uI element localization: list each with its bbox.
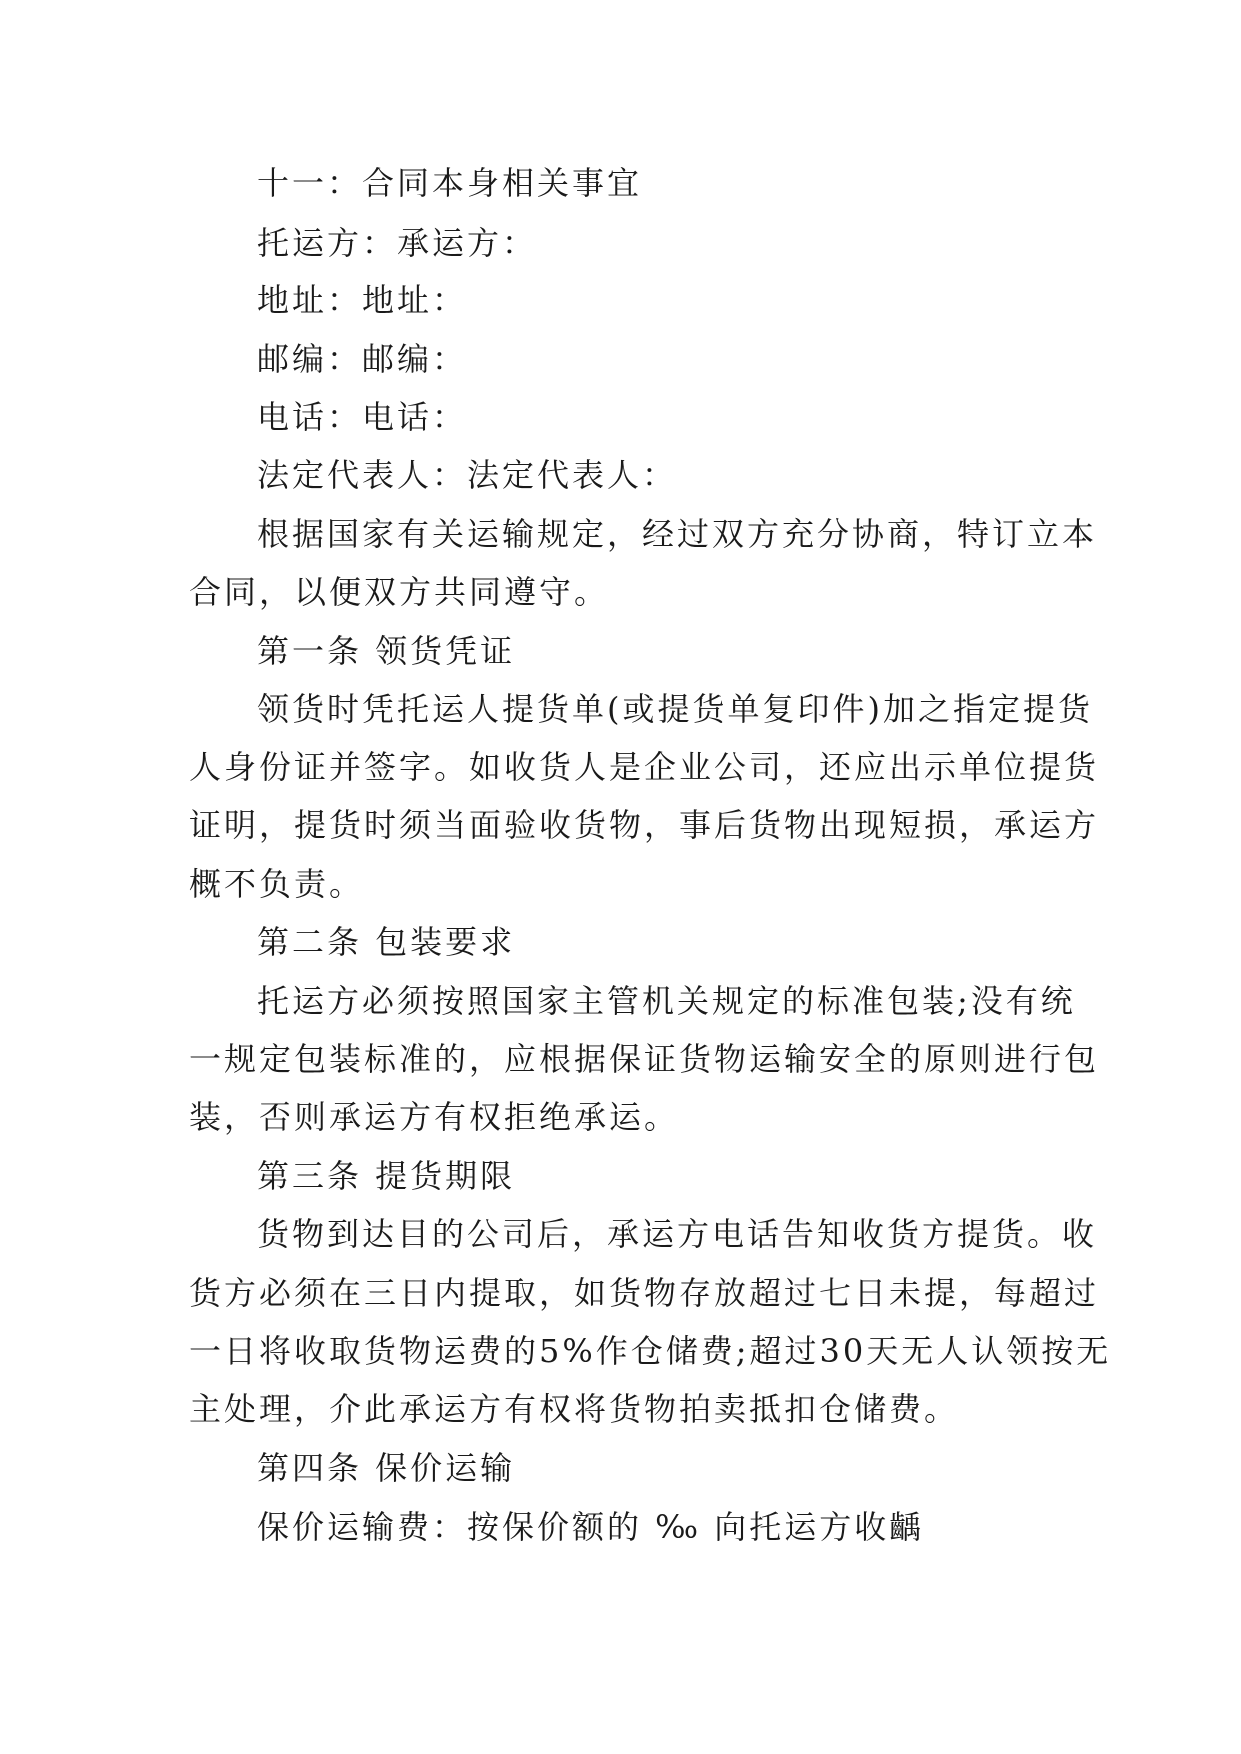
section-heading-contract-matters: 十一：合同本身相关事宜 bbox=[257, 164, 643, 202]
article-4-heading: 第四条 保价运输 bbox=[257, 1449, 516, 1487]
article-3-paragraph-line-2: 货方必须在三日内提取，如货物存放超过七日未提，每超过 bbox=[189, 1274, 1100, 1312]
article-1-paragraph-line-4: 概不负责。 bbox=[189, 865, 365, 903]
article-2-paragraph-line-1: 托运方必须按照国家主管机关规定的标准包装;没有统 bbox=[257, 982, 1076, 1020]
legal-representative-label-line: 法定代表人：法定代表人： bbox=[257, 456, 678, 494]
article-3-paragraph-line-4: 主处理，介此承运方有权将货物拍卖抵扣仓储费。 bbox=[189, 1390, 960, 1428]
article-4-paragraph-line-1: 保价运输费：按保价额的 ‰ 向托运方收齲 bbox=[257, 1508, 925, 1546]
preamble-paragraph-line-1: 根据国家有关运输规定，经过双方充分协商，特订立本 bbox=[257, 515, 1098, 553]
article-2-paragraph-line-2: 一规定包装标准的，应根据保证货物运输安全的原则进行包 bbox=[189, 1040, 1100, 1078]
article-3-paragraph-line-3: 一日将收取货物运费的5%作仓储费;超过30天无人认领按无 bbox=[189, 1332, 1112, 1370]
postcode-label-line: 邮编：邮编： bbox=[257, 340, 468, 378]
article-2-heading: 第二条 包装要求 bbox=[257, 923, 516, 961]
article-1-paragraph-line-1: 领货时凭托运人提货单(或提货单复印件)加之指定提货 bbox=[257, 690, 1093, 728]
article-2-paragraph-line-3: 装，否则承运方有权拒绝承运。 bbox=[189, 1098, 680, 1136]
article-1-paragraph-line-2: 人身份证并签字。如收货人是企业公司，还应出示单位提货 bbox=[189, 748, 1100, 786]
phone-label-line: 电话：电话： bbox=[257, 398, 468, 436]
party-label-line: 托运方：承运方： bbox=[257, 224, 538, 262]
article-3-paragraph-line-1: 货物到达目的公司后，承运方电话告知收货方提货。收 bbox=[257, 1215, 1098, 1253]
article-3-heading: 第三条 提货期限 bbox=[257, 1157, 516, 1195]
preamble-paragraph-line-2: 合同，以便双方共同遵守。 bbox=[189, 573, 610, 611]
article-1-paragraph-line-3: 证明，提货时须当面验收货物，事后货物出现短损，承运方 bbox=[189, 806, 1100, 844]
address-label-line: 地址：地址： bbox=[257, 281, 468, 319]
article-1-heading: 第一条 领货凭证 bbox=[257, 632, 516, 670]
